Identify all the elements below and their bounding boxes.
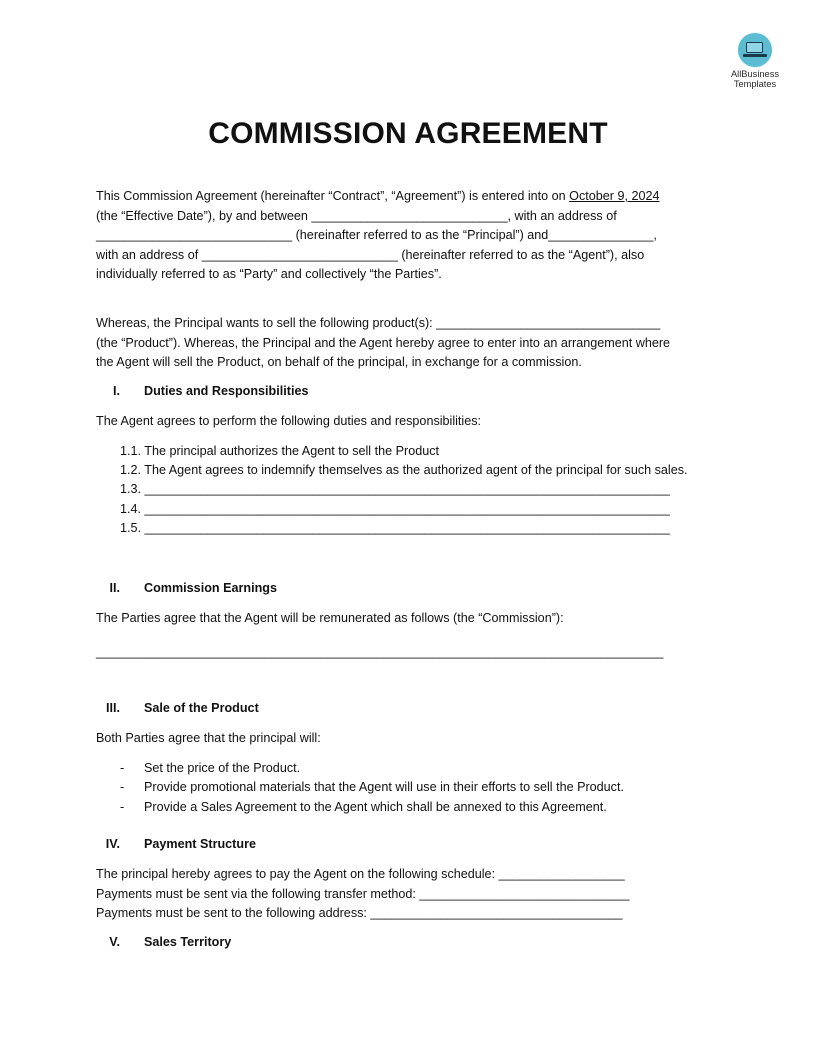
bullet-text: Provide promotional materials that the Agent will use in their efforts to sell the Product. [144, 780, 624, 794]
section-title: Sales Territory [144, 935, 232, 949]
list-item: 1.2. The Agent agrees to indemnify themselves as the authorized agent of the principal for such sales. [120, 463, 688, 477]
payment-address-line: Payments must be sent to the following address: ____________________________________ [96, 906, 623, 920]
laptop-icon [738, 33, 772, 67]
list-item: 1.5. ___________________________________________________________________________ [120, 521, 670, 535]
section-title: Payment Structure [144, 837, 256, 851]
list-item: 1.4. ___________________________________________________________________________ [120, 502, 670, 516]
whereas-line-3: the Agent will sell the Product, on behalf of the principal, in exchange for a commission. [96, 355, 582, 369]
bullet-text: Set the price of the Product. [144, 761, 301, 775]
section-1-intro: The Agent agrees to perform the following duties and responsibilities: [96, 414, 482, 428]
section-title: Commission Earnings [144, 581, 277, 595]
section-title: Sale of the Product [144, 701, 259, 715]
intro-line-2: (the “Effective Date”), by and between ____________________________, with an address of [96, 208, 617, 223]
payment-method-line: Payments must be sent via the following transfer method: ______________________________ [96, 886, 630, 901]
list-item: 1.1. The principal authorizes the Agent to sell the Product [120, 444, 440, 458]
list-item: 1.3. ___________________________________________________________________________ [120, 482, 670, 496]
intro-line-3: ____________________________ (hereinafter referred to as the “Principal”) and_______________, [96, 228, 657, 242]
intro-paragraph [96, 187, 736, 285]
whereas-line-2: (the “Product”). Whereas, the Principal and the Agent hereby agree to enter into an arrangement where [96, 335, 671, 350]
section-number: II. [109, 581, 120, 595]
commission-blank-line: _________________________________________________________________________________ [96, 645, 664, 659]
intro-line-5: individually referred to as “Party” and collectively “the Parties”. [96, 267, 442, 281]
logo-text [722, 69, 788, 89]
logo-line2: Templates [733, 79, 777, 89]
effective-date: October 9, 2024 [569, 189, 660, 203]
document-title: COMMISSION AGREEMENT [208, 117, 608, 150]
bullet-text: Provide a Sales Agreement to the Agent which shall be annexed to this Agreement. [144, 800, 607, 814]
logo-line1: AllBusiness [730, 69, 780, 79]
section-title: Duties and Responsibilities [144, 384, 309, 398]
intro-line-1-text: This Commission Agreement (hereinafter “Contract”, “Agreement”) is entered into on [96, 189, 570, 203]
section-number: III. [106, 701, 120, 715]
section-number: IV. [105, 837, 120, 851]
payment-schedule-line: The principal hereby agrees to pay the Agent on the following schedule: __________________ [96, 867, 625, 881]
section-number: V. [109, 935, 120, 949]
section-number: I. [113, 384, 120, 398]
section-2-intro: The Parties agree that the Agent will be remunerated as follows (the “Commission”): [96, 611, 564, 625]
payment-lines [96, 865, 736, 924]
bullet-dash: - [120, 800, 125, 814]
whereas-line-1: Whereas, the Principal wants to sell the following product(s): ________________________________ [96, 316, 661, 330]
section-3-intro: Both Parties agree that the principal will: [96, 731, 321, 745]
allbusiness-templates-logo [722, 33, 788, 89]
bullet-dash: - [120, 761, 125, 775]
intro-line-4: with an address of ____________________________ (hereinafter referred to as the “Agent”), also [96, 247, 645, 262]
bullet-dash: - [120, 780, 125, 794]
intro-line-1 [96, 187, 736, 207]
whereas-paragraph [96, 314, 736, 373]
